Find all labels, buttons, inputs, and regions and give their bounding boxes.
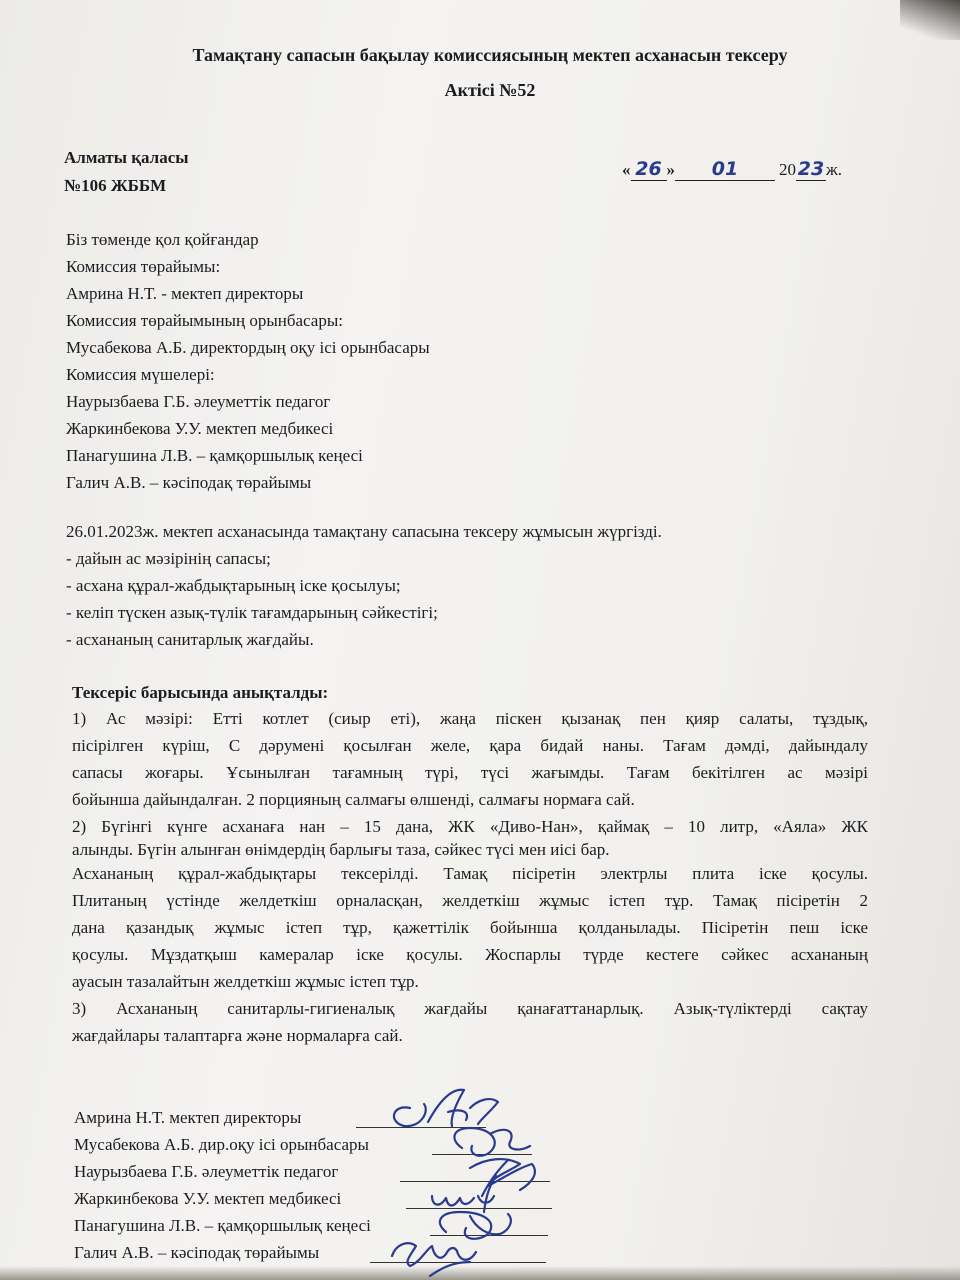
signatory-6: Галич А.В. – кәсіподақ төрайымы — [74, 1243, 320, 1262]
findings-line-6: алынды. Бүгін алынған өнімдердің барлығы таза, сәйкес түсі мен иісі бар. — [72, 840, 610, 859]
city: Алматы қаласы — [64, 148, 189, 167]
member-1: Наурызбаева Г.Б. әлеуметтік педагог — [66, 392, 331, 411]
chair-label: Комиссия төрайымы: — [66, 257, 221, 276]
deputy-label: Комиссия төрайымының орынбасары: — [66, 311, 343, 330]
findings-line-3: сапасы жоғары. Ұсынылған тағамның түрі, түсі жағымды. Тағам бекітілген ас мәзірі — [72, 763, 868, 782]
findings-line-11: ауасын тазалайтын желдеткіш жұмыс істеп тұр. — [72, 972, 419, 991]
document-title-line1: Тамақтану сапасын бақылау комиссиясының мектеп асханасын тексеру — [192, 45, 788, 65]
inspection-intro: 26.01.2023ж. мектеп асханасында тамақтану сапасына тексеру жұмысын жүргізді. — [66, 522, 662, 541]
signature-3 — [470, 1159, 535, 1196]
date-month: 01 — [675, 158, 775, 181]
date-year-suffix: 23 — [797, 158, 825, 180]
school-name: №106 ЖББМ — [64, 176, 167, 195]
signature-6 — [392, 1243, 476, 1276]
date-day: 26 — [631, 158, 667, 181]
inspection-item-4: - асхананың санитарлық жағдайы. — [66, 630, 314, 649]
signatory-3: Наурызбаева Г.Б. әлеуметтік педагог — [74, 1162, 339, 1181]
member-3: Панагушина Л.В. – қамқоршылық кеңесі — [66, 446, 363, 465]
findings-line-1: 1) Ас мәзірі: Етті котлет (сиыр еті), жаңа піскен қызанақ пен қияр салаты, тұздық, — [72, 709, 868, 728]
inspection-item-3: - келіп түскен азық-түлік тағамдарының сәйкестігі; — [66, 603, 438, 622]
findings-heading: Тексеріс барысында анықталды: — [72, 683, 329, 702]
signatory-2: Мусабекова А.Б. дир.оқу ісі орынбасары — [74, 1135, 369, 1154]
member-2: Жаркинбекова У.У. мектеп медбикесі — [66, 419, 334, 438]
date-open-quote: « — [622, 160, 631, 179]
findings-line-2: пісірілген күріш, С дәрумені қосылған желе, қара бидай наны. Тағам дәмді, дайындалу — [72, 736, 868, 755]
findings-line-4: бойынша дайындалған. 2 порцияның салмағы өлшенді, салмағы нормаға сай. — [72, 790, 635, 809]
inspection-item-2: - асхана құрал-жабдықтарының іске қосылуы; — [66, 576, 401, 595]
date-year-prefix: 20 — [779, 160, 796, 179]
findings-line-10: қосулы. Мұздатқыш камералар іске қосулы. Жоспарлы түрде кестеге сәйкес асхананың — [72, 945, 868, 964]
commission-intro: Біз төменде қол қойғандар — [66, 230, 259, 249]
date-close-quote: » — [666, 160, 675, 179]
signature-5 — [440, 1212, 511, 1239]
signatory-5: Панагушина Л.В. – қамқоршылық кеңесі — [74, 1216, 371, 1235]
findings-line-13: жағдайлары талаптарға және нормаларға сай. — [72, 1026, 403, 1045]
signatory-4: Жаркинбекова У.У. мектеп медбикесі — [74, 1189, 342, 1208]
date-year-unit: ж. — [826, 160, 842, 179]
inspection-item-1: - дайын ас мәзірінің сапасы; — [66, 549, 271, 568]
signature-4 — [432, 1176, 496, 1212]
findings-line-5: 2) Бүгінгі күнге асханаға нан – 15 дана, ЖК «Диво-Нан», қаймақ – 10 литр, «Аяла» ЖК — [72, 817, 868, 836]
signatory-1: Амрина Н.Т. мектеп директоры — [74, 1108, 302, 1127]
findings-line-8: Плитаның үстінде желдеткіш орналасқан, желдеткіш жұмыс істеп тұр. Тамақ пісіретін 2 — [72, 891, 868, 910]
findings-line-12: 3) Асхананың санитарлы-гигиеналық жағдайы қанағаттанарлық. Азық-түліктерді сақтау — [72, 999, 868, 1018]
members-label: Комиссия мүшелері: — [66, 365, 215, 384]
member-4: Галич А.В. – кәсіподақ төрайымы — [66, 473, 312, 492]
findings-line-7: Асхананың құрал-жабдықтары тексерілді. Тамақ пісіретін электрлы плита іске қосулы. — [72, 864, 868, 883]
signature-2 — [454, 1128, 530, 1156]
findings-line-9: дана қазандық жұмыс істеп тұр, қажеттілік бойынша қолданылады. Пісіретін пеш іске — [72, 918, 868, 937]
deputy-name: Мусабекова А.Б. директордың оқу ісі орынбасары — [66, 338, 430, 357]
signature-1 — [394, 1090, 498, 1126]
chair-name: Амрина Н.Т. - мектеп директоры — [66, 284, 304, 303]
document-title-line2: Актісі №52 — [444, 80, 536, 100]
